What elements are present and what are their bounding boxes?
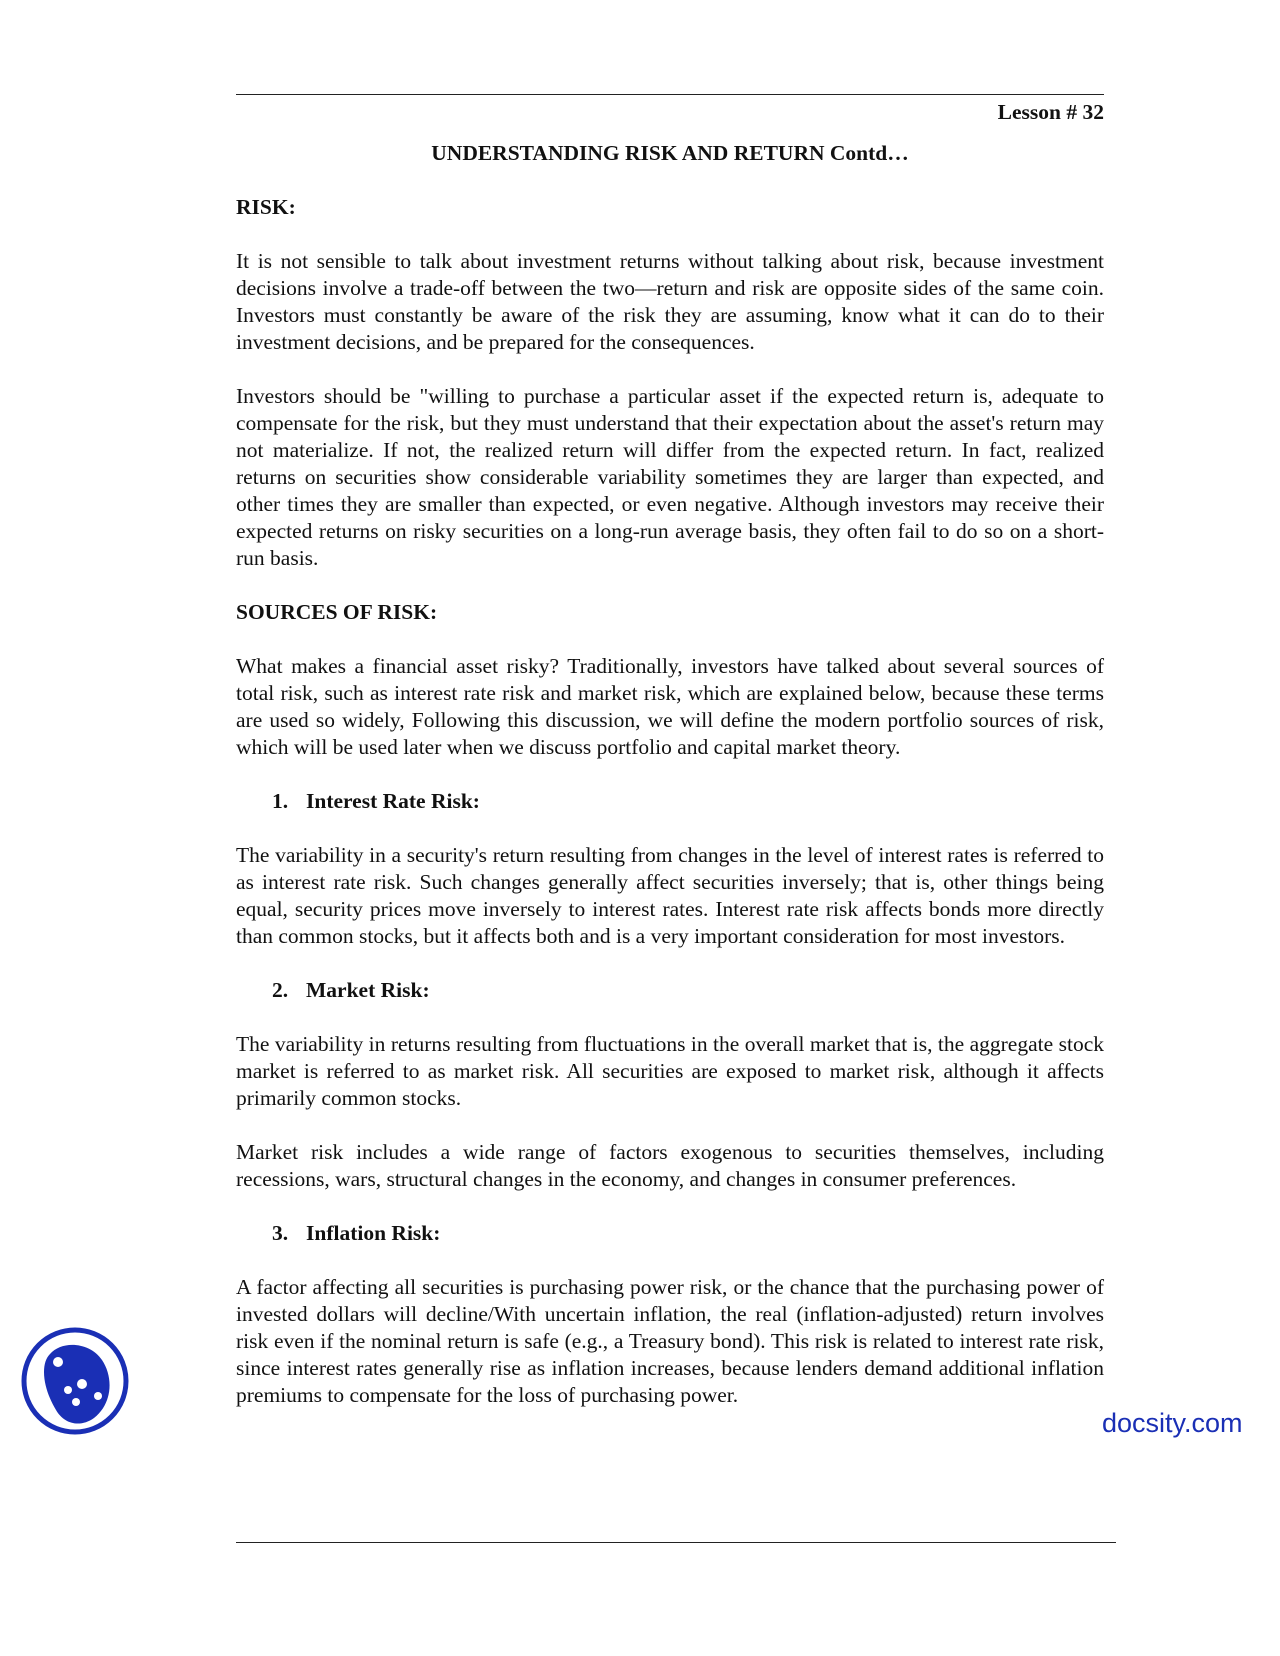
footer-rule xyxy=(236,1542,1116,1543)
item-1-title: Interest Rate Risk: xyxy=(306,789,480,813)
item-2-number: 2. xyxy=(272,978,289,1002)
item-1-number: 1. xyxy=(272,789,289,813)
sources-paragraph: What makes a financial asset risky? Traditionally, investors have talked about several sources of total risk, such as interest rate risk and market risk, which are explained below, because these terms are used so widely, Following this discussion, we will define the modern portfolio sources of risk, which will be used later when we discuss portfolio and capital market theory. xyxy=(236,654,1104,759)
inflation-risk-paragraph: A factor affecting all securities is purchasing power risk, or the chance that the purchasing power of invested dollars will decline/With uncertain inflation, the real (inflation-adjusted) return involves risk even if the nominal return is safe (e.g., a Treasury bond). This risk is related to interest rate risk, since interest rates generally rise as inflation increases, because lenders demand additional inflation premiums to compensate for the loss of purchasing power. xyxy=(236,1275,1104,1407)
item-1-heading xyxy=(272,788,1104,815)
risk-heading: RISK: xyxy=(236,195,296,219)
docsity-watermark: docsity.com xyxy=(1102,1408,1243,1438)
sources-heading: SOURCES OF RISK: xyxy=(236,600,438,624)
risk-paragraph-1: It is not sensible to talk about investment returns without talking about risk, because investment decisions involve a trade-off between the two—return and risk are opposite sides of the same coin. Investors must constantly be aware of the risk they are assuming, know what it can do to their investment decisions, and be prepared for the consequences. xyxy=(236,249,1104,354)
docsity-logo-icon xyxy=(20,1326,130,1436)
lesson-number: Lesson # 32 xyxy=(997,100,1104,124)
page-title: UNDERSTANDING RISK AND RETURN Contd… xyxy=(431,141,909,165)
document-body xyxy=(236,96,1104,1409)
item-3-heading xyxy=(272,1220,1104,1247)
interest-rate-risk-paragraph: The variability in a security's return resulting from changes in the level of interest rates is referred to as interest rate risk. Such changes generally affect securities inversely; that is, other things being equal, security prices move inversely to interest rates. Interest rate risk affects bonds more directly than common stocks, but it affects both and is a very important consideration for most investors. xyxy=(236,843,1104,948)
item-3-number: 3. xyxy=(272,1221,289,1245)
item-3-title: Inflation Risk: xyxy=(306,1221,441,1245)
market-risk-paragraph-1: The variability in returns resulting from fluctuations in the overall market that is, the aggregate stock market is referred to as market risk. All securities are exposed to market risk, although it affects primarily common stocks. xyxy=(236,1032,1104,1110)
item-2-heading xyxy=(272,977,1104,1004)
header-rule xyxy=(236,94,1104,95)
market-risk-paragraph-2: Market risk includes a wide range of factors exogenous to securities themselves, including recessions, wars, structural changes in the economy, and changes in consumer preferences. xyxy=(236,1140,1104,1191)
item-2-title: Market Risk: xyxy=(306,978,430,1002)
risk-paragraph-2: Investors should be "willing to purchase a particular asset if the expected return is, adequate to compensate for the risk, but they must understand that their expectation about the asset's return may not materialize. If not, the realized return will differ from the expected return. In fact, realized returns on securities show considerable variability sometimes they are larger than expected, and other times they are smaller than expected, or even negative. Although investors may receive their expected returns on risky securities on a long-run average basis, they often fail to do so on a short-run basis. xyxy=(236,384,1104,570)
